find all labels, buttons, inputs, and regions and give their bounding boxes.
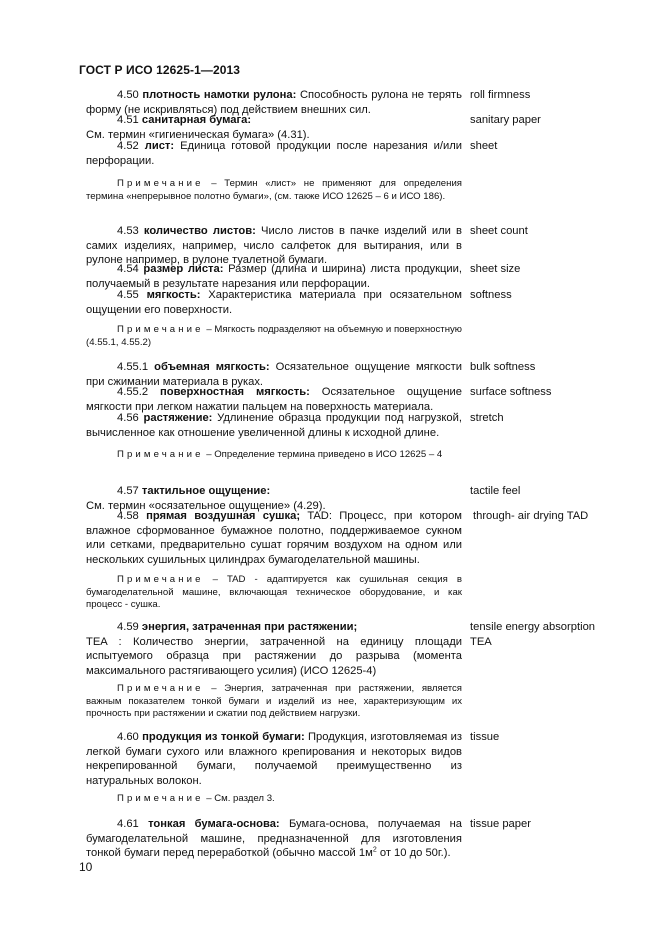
term-number: 4.55.1	[117, 361, 149, 373]
term-entry-4-51	[86, 113, 462, 142]
term-number: 4.58	[117, 510, 139, 522]
term-definition-end: от 10 до 50г.).	[376, 847, 451, 860]
term-ru: тактильное ощущение:	[141, 485, 271, 497]
term-definition: TAD: Процесс, при котором влажное сформованное бумажное полотно, поддерживаемое сукном или сетками, предварительно сушат горячим воздухом на одном или нескольких сушильных цилиндрах бумагоделательной машины.	[86, 510, 462, 566]
term-ru: плотность намотки рулона:	[142, 89, 297, 101]
term-number: 4.59	[117, 621, 139, 633]
term-definition: См. термин «гигиеническая бумага» (4.31).	[86, 128, 310, 141]
note-sheet	[86, 178, 462, 203]
term-definition: TEA : Количество энергии, затраченной на единицу площади испытуемого образца при растяжении до разрыва (момента максимального растягивающего усилия) (ИСО 12625-4)	[86, 635, 462, 677]
superscript: 2	[372, 846, 377, 854]
term-definition: Бумага-основа, получаемая на бумагоделательной машине, предназначенной для изготовления тонкой бумаги перед переработкой (обычно массой 1м	[86, 818, 463, 860]
term-ru: объемная мягкость:	[154, 361, 270, 373]
term-en-4-61: tissue paper	[470, 818, 531, 830]
term-ru: количество листов:	[143, 225, 256, 237]
note-label: Примечание	[117, 449, 204, 460]
term-number: 4.61	[117, 818, 139, 830]
term-number: 4.54	[117, 263, 139, 275]
term-ru: продукция из тонкой бумаги:	[142, 731, 305, 743]
term-ru: лист:	[144, 140, 175, 152]
term-definition: Продукция, изготовляемая из легкой бумаги сухого или влажного крепирования и некоторых видов некрепированной бумаги, получаемой преимущественно из натуральных волокон.	[86, 731, 462, 787]
term-en-4-55: softness	[470, 289, 512, 301]
term-number: 4.56	[117, 412, 139, 424]
term-en-4-51: sanitary paper	[470, 114, 541, 126]
note-tea	[86, 683, 462, 721]
term-en-4-50: roll firmness	[470, 89, 531, 101]
term-en-abbr: TEA	[470, 635, 492, 648]
term-entry-4-54	[86, 262, 462, 291]
term-ru: мягкость:	[146, 289, 201, 301]
term-ru: тонкая бумага-основа:	[148, 818, 280, 830]
term-ru: энергия, затраченная при растяжении;	[141, 621, 358, 633]
note-text: – Мягкость подразделяют на объемную и поверхностную (4.55.1, 4.55.2)	[86, 324, 462, 348]
term-definition: Способность рулона не терять форму (не искривляться) под действием внешних сил.	[86, 89, 462, 116]
term-number: 4.57	[117, 485, 139, 497]
term-en-4-53: sheet count	[470, 225, 528, 237]
term-definition: Характеристика материала при осязательном ощущении его поверхности.	[86, 289, 462, 316]
term-entry-4-55	[86, 288, 462, 317]
term-ru: размер листа:	[143, 263, 224, 275]
note-stretch	[86, 449, 462, 462]
note-softness	[86, 324, 462, 349]
term-en-4-55-1: bulk softness	[470, 361, 536, 373]
term-entry-4-52	[86, 139, 462, 168]
note-text: – См. раздел 3.	[206, 793, 275, 804]
note-text: – Определение термина приведено в ИСО 12625 – 4	[206, 449, 443, 460]
term-definition: Удлинение образца продукции под нагрузкой, вычисленное как отношение увеличенной длины к исходной длине.	[86, 412, 462, 439]
term-definition: Размер (длина и ширина) листа продукции, получаемый в результате нарезания или перфорации.	[86, 263, 462, 290]
term-en-4-59	[470, 620, 595, 649]
term-ru: санитарная бумага:	[141, 114, 252, 126]
term-entry-4-61	[86, 817, 462, 861]
term-en-line: tensile energy absorption	[470, 621, 596, 633]
term-en-4-55-2: surface softness	[470, 386, 552, 398]
term-definition: См. термин «осязательное ощущение» (4.29).	[86, 499, 326, 512]
term-number: 4.55	[117, 289, 139, 301]
term-en-4-57: tactile feel	[470, 485, 521, 497]
note-tissue	[86, 793, 462, 806]
note-label: Примечание	[117, 324, 204, 335]
term-number: 4.51	[117, 114, 139, 126]
term-number: 4.53	[117, 225, 139, 237]
note-tad	[86, 574, 462, 612]
note-label: Примечание	[117, 574, 204, 585]
note-label: Примечание	[117, 793, 204, 804]
note-label: Примечание	[117, 683, 204, 694]
term-en-4-60: tissue	[470, 731, 500, 743]
document-header: ГОСТ Р ИСО 12625-1—2013	[79, 63, 241, 77]
term-entry-4-58	[86, 509, 462, 567]
term-entry-4-59	[86, 620, 462, 678]
page-number: 10	[79, 860, 93, 874]
term-entry-4-55-2	[86, 385, 462, 414]
note-label: Примечание	[117, 178, 204, 189]
term-en-4-54: sheet size	[470, 263, 521, 275]
term-definition: Число листов в пачке изделий или в самих изделиях, например, число салфеток для вытирания, или в рулоне например, в рулоне туалетной бумаги.	[86, 225, 463, 267]
term-number: 4.60	[117, 731, 139, 743]
term-en-4-58: through- air drying TAD	[473, 510, 589, 522]
term-ru: поверхностная мягкость:	[159, 386, 310, 398]
term-en-4-52: sheet	[470, 140, 498, 152]
term-definition: Осязательное ощущение мягкости при легком нажатии пальцем на поверхность материала.	[86, 386, 462, 413]
term-number: 4.52	[117, 140, 139, 152]
note-text: – Энергия, затраченная при растяжении, является важным показателем тонкой бумаги и изделий из нее, характеризующим их прочность при растяжении и сжатии под действием нагрузки.	[86, 683, 462, 720]
term-number: 4.50	[117, 89, 139, 101]
term-ru: растяжение:	[143, 412, 213, 424]
term-number: 4.55.2	[117, 386, 149, 398]
note-text: – Термин «лист» не применяют для определения термина «непрерывное полотно бумаги», (см. также ИСО 12625 – 6 и ИСО 186).	[86, 178, 462, 202]
note-text: – TAD - адаптируется как сушильная секция в бумагоделательной машине, включающая техническое оборудование, и как процесс - сушка.	[86, 574, 462, 611]
term-en-4-56: stretch	[470, 412, 504, 424]
term-definition: Осязательное ощущение мягкости при сжимании материала в руках.	[86, 361, 463, 388]
term-ru: прямая воздушная сушка;	[146, 510, 301, 522]
term-definition: Единица готовой продукции после нарезания и/или перфорации.	[86, 140, 462, 167]
term-entry-4-60	[86, 730, 462, 788]
term-entry-4-56	[86, 411, 462, 440]
